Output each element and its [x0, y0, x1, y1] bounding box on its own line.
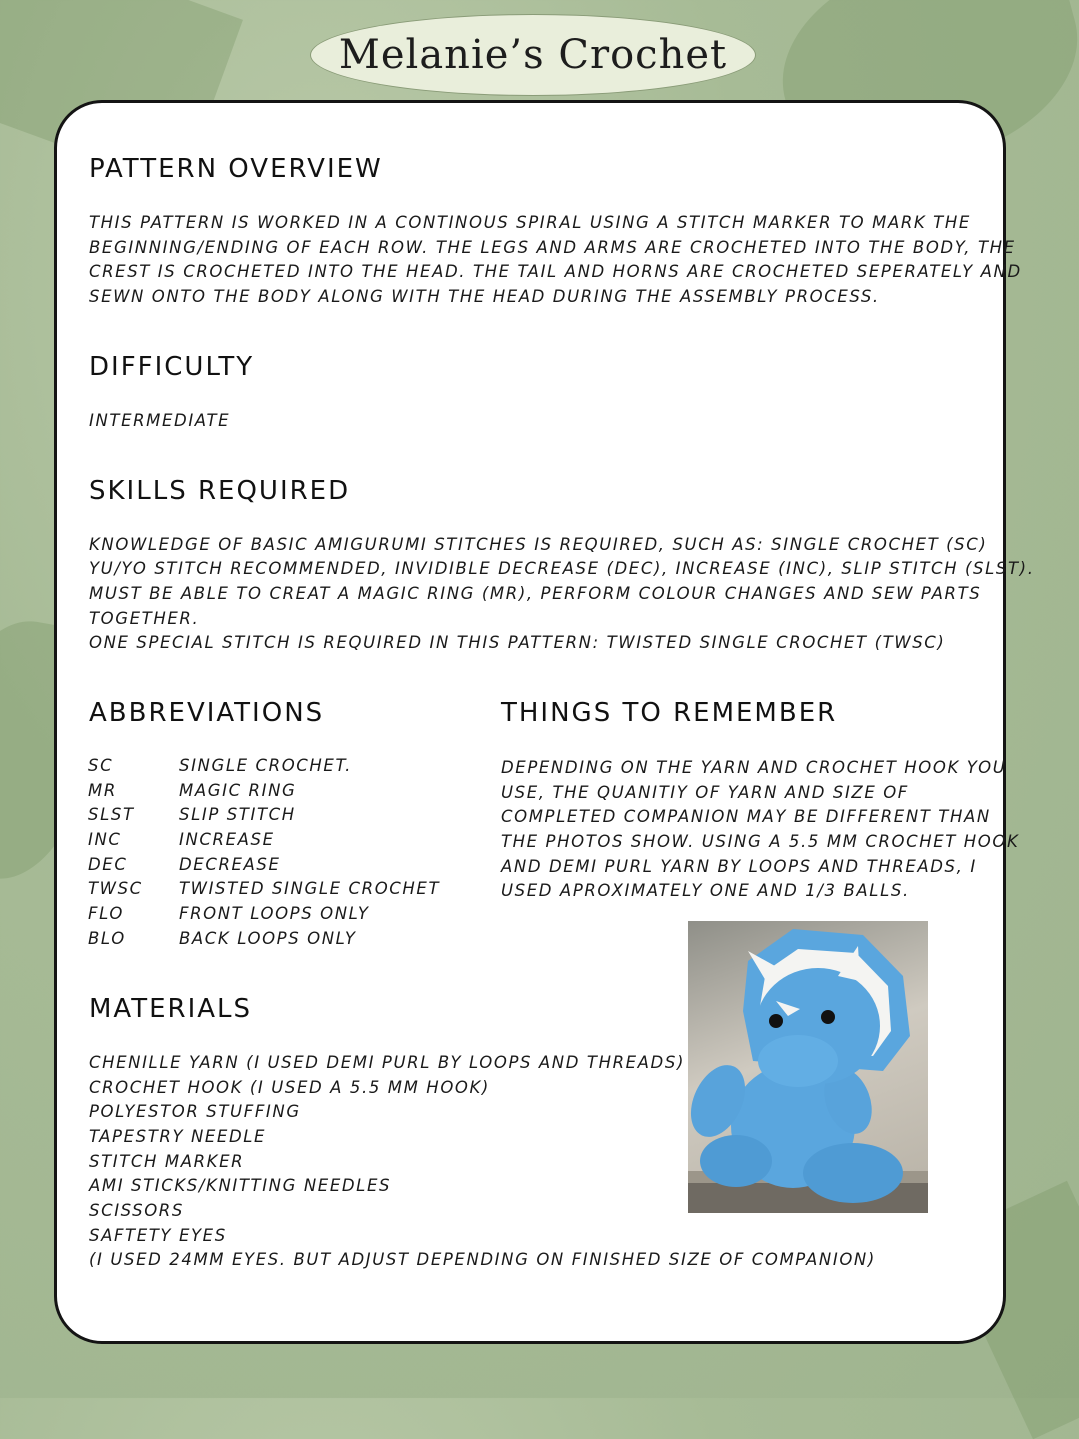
skills-line: ONE SPECIAL STITCH IS REQUIRED IN THIS PATTERN: TWISTED SINGLE CROCHET (TWSC)	[89, 633, 946, 652]
difficulty-heading: DIFFICULTY	[89, 352, 255, 382]
site-title: Melanie’s Crochet	[338, 32, 728, 78]
materials-item: POLYESTOR STUFFING	[89, 1102, 301, 1121]
materials-item: SCISSORS	[89, 1201, 184, 1220]
abbreviation-code: INC	[88, 830, 122, 849]
abbreviation-definition: TWISTED SINGLE CROCHET	[179, 879, 441, 898]
remember-heading: THINGS TO REMEMBER	[501, 698, 838, 728]
overview-line: CREST IS CROCHETED INTO THE HEAD. THE TAIL AND HORNS ARE CROCHETED SEPERATELY AND	[89, 262, 1022, 281]
materials-heading: MATERIALS	[89, 994, 253, 1024]
materials-item: CHENILLE YARN (I USED DEMI PURL BY LOOPS AND THREADS)	[89, 1053, 685, 1072]
skills-line: YU/YO STITCH RECOMMENDED, INVIDIBLE DECREASE (DEC), INCREASE (INC), SLIP STITCH (SLST).	[89, 559, 1035, 578]
abbreviation-code: BLO	[88, 929, 126, 948]
abbreviation-definition: DECREASE	[179, 855, 281, 874]
abbreviation-code: TWSC	[88, 879, 143, 898]
overview-line: THIS PATTERN IS WORKED IN A CONTINOUS SPIRAL USING A STITCH MARKER TO MARK THE	[89, 213, 971, 232]
abbreviation-definition: SLIP STITCH	[179, 805, 296, 824]
overview-line: BEGINNING/ENDING OF EACH ROW. THE LEGS AND ARMS ARE CROCHETED INTO THE BODY, THE	[89, 238, 1016, 257]
materials-item: TAPESTRY NEEDLE	[89, 1127, 267, 1146]
overview-heading: PATTERN OVERVIEW	[89, 154, 383, 184]
materials-item: SAFTETY EYES	[89, 1226, 227, 1245]
skills-line: MUST BE ABLE TO CREAT A MAGIC RING (MR), PERFORM COLOUR CHANGES AND SEW PARTS	[89, 584, 982, 603]
abbreviation-definition: FRONT LOOPS ONLY	[179, 904, 370, 923]
abbreviation-definition: MAGIC RING	[179, 781, 297, 800]
remember-line: USE, THE QUANITIY OF YARN AND SIZE OF	[501, 783, 909, 802]
abbreviation-definition: INCREASE	[179, 830, 275, 849]
remember-line: THE PHOTOS SHOW. USING A 5.5 MM CROCHET HOOK	[501, 832, 1020, 851]
abbreviation-code: SC	[88, 756, 114, 775]
skills-heading: SKILLS REQUIRED	[89, 476, 351, 506]
abbreviations-heading: ABBREVIATIONS	[89, 698, 325, 728]
abbreviation-code: SLST	[88, 805, 135, 824]
skills-line: TOGETHER.	[89, 609, 200, 628]
abbreviation-definition: BACK LOOPS ONLY	[179, 929, 357, 948]
site-title-badge	[310, 14, 756, 96]
abbreviation-code: FLO	[88, 904, 124, 923]
materials-item: STITCH MARKER	[89, 1152, 245, 1171]
abbreviation-definition: SINGLE CROCHET.	[179, 756, 353, 775]
materials-item: AMI STICKS/KNITTING NEEDLES	[89, 1176, 392, 1195]
materials-item: CROCHET HOOK (I USED A 5.5 MM HOOK)	[89, 1078, 490, 1097]
overview-line: SEWN ONTO THE BODY ALONG WITH THE HEAD DURING THE ASSEMBLY PROCESS.	[89, 287, 880, 306]
triceratops-illustration	[688, 921, 928, 1213]
abbreviation-code: MR	[88, 781, 117, 800]
skills-line: KNOWLEDGE OF BASIC AMIGURUMI STITCHES IS REQUIRED, SUCH AS: SINGLE CROCHET (SC)	[89, 535, 988, 554]
triceratops-photo	[688, 921, 928, 1213]
remember-line: USED APROXIMATELY ONE AND 1/3 BALLS.	[501, 881, 910, 900]
remember-line: COMPLETED COMPANION MAY BE DIFFERENT THAN	[501, 807, 991, 826]
remember-line: AND DEMI PURL YARN BY LOOPS AND THREADS, I	[501, 857, 977, 876]
materials-item: (I USED 24MM EYES. BUT ADJUST DEPENDING ON FINISHED SIZE OF COMPANION)	[89, 1250, 876, 1269]
abbreviation-code: DEC	[88, 855, 128, 874]
remember-line: DEPENDING ON THE YARN AND CROCHET HOOK YOU	[501, 758, 1007, 777]
difficulty-value: INTERMEDIATE	[89, 411, 231, 430]
